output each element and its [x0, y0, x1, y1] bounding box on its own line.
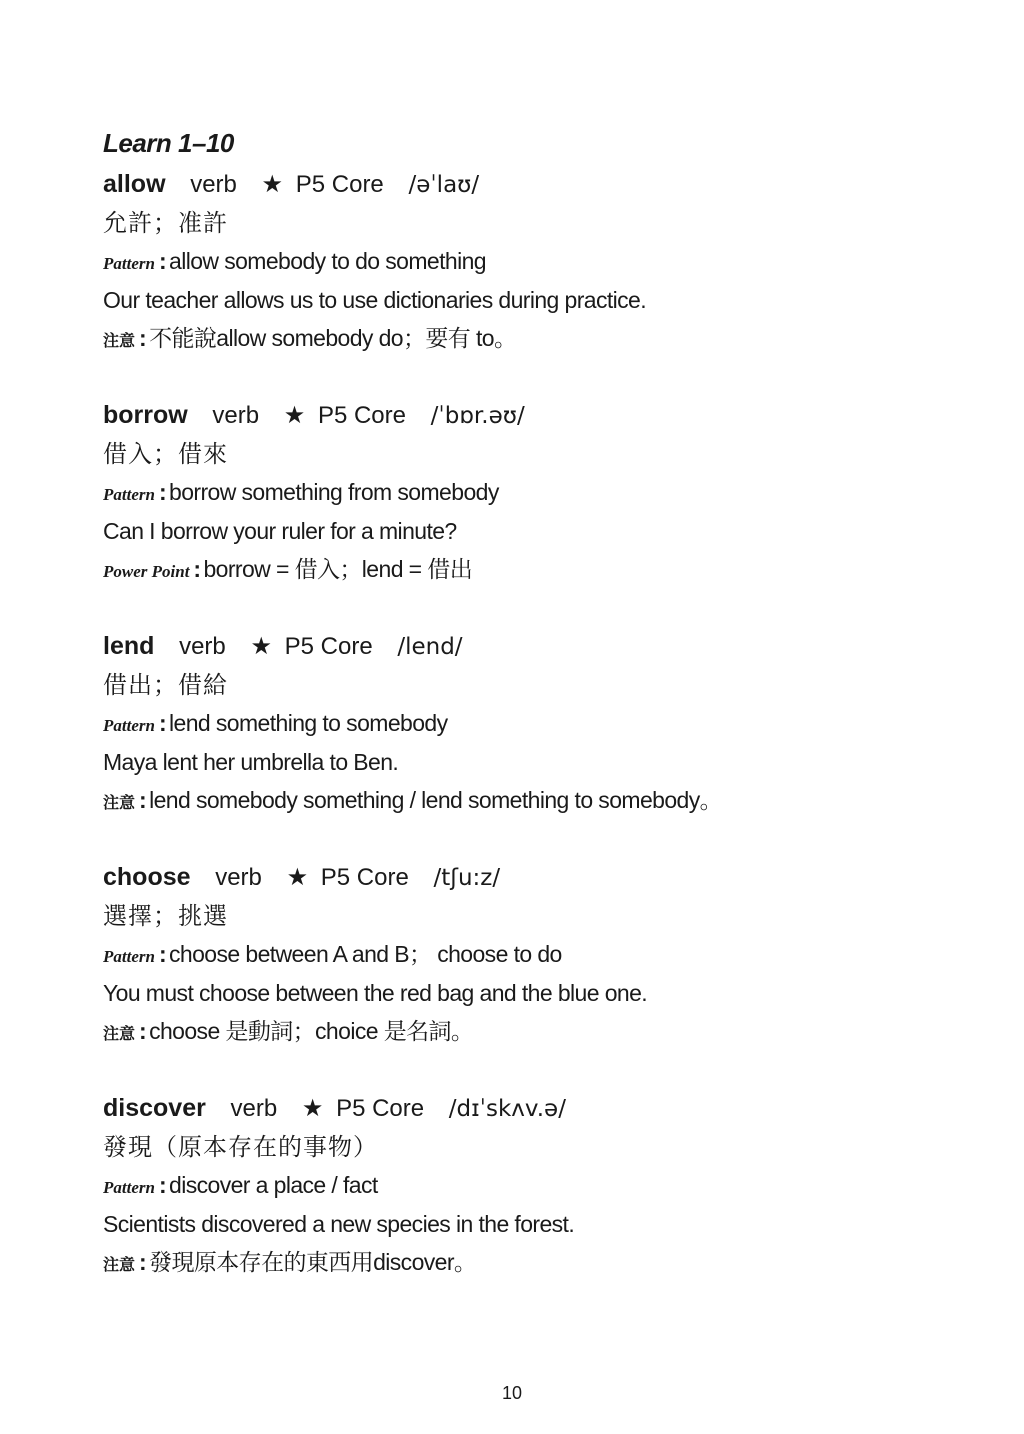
note-text: choose 是動詞；choice 是名詞。	[149, 1018, 474, 1044]
pronunciation: /əˈlaʊ/	[408, 172, 480, 198]
headword: lend	[103, 632, 155, 660]
note-line: Power Point : borrow = 借入；lend = 借出	[103, 556, 473, 582]
star-icon: ★	[261, 171, 284, 198]
vocab-entry-lend	[103, 627, 983, 820]
part-of-speech: verb	[212, 402, 260, 429]
part-of-speech: verb	[190, 171, 237, 198]
part-of-speech: verb	[230, 1095, 278, 1122]
note-label: Power Point	[103, 562, 190, 581]
headword: discover	[103, 1094, 206, 1122]
note-line: 注意 : choose 是動詞；choice 是名詞。	[103, 1018, 474, 1044]
pattern-label: Pattern	[103, 947, 155, 966]
meaning: 借入；借來	[103, 439, 228, 468]
note-label: 注意	[103, 793, 136, 812]
example-sentence: Scientists discovered a new species in the forest.	[103, 1210, 575, 1237]
pattern-label: Pattern	[103, 254, 155, 273]
example-sentence: You must choose between the red bag and the blue one.	[103, 979, 648, 1006]
pronunciation: /lend/	[397, 634, 463, 660]
star-icon: ★	[283, 402, 306, 429]
pronunciation: /ˈbɒr.əʊ/	[430, 403, 525, 429]
pattern-text: choose between A and B； choose to do	[169, 941, 562, 967]
entry-headline	[103, 1089, 983, 1128]
note-label: 注意	[103, 331, 136, 350]
part-of-speech: verb	[179, 633, 226, 660]
entry-headline	[103, 627, 983, 666]
level-label: P5 Core	[317, 402, 406, 429]
meaning: 借出；借給	[103, 670, 228, 699]
example-sentence: Maya lent her umbrella to Ben.	[103, 748, 399, 775]
note-text: 發現原本存在的東西用discover。	[149, 1249, 477, 1275]
pattern-text: lend something to somebody	[169, 710, 448, 736]
pattern-text: allow somebody to do something	[169, 248, 486, 274]
pattern-line: Pattern : discover a place / fact	[103, 1172, 378, 1198]
page-number: 10	[501, 1383, 523, 1403]
headword: borrow	[103, 401, 188, 429]
vocab-entry-allow	[103, 165, 983, 358]
vocab-entry-discover	[103, 1089, 983, 1282]
pattern-text: borrow something from somebody	[169, 479, 499, 505]
level-label: P5 Core	[320, 864, 409, 891]
part-of-speech: verb	[215, 864, 262, 891]
pattern-label: Pattern	[103, 485, 155, 504]
note-label: 注意	[103, 1024, 136, 1043]
note-label: 注意	[103, 1255, 136, 1274]
note-line: 注意 : 發現原本存在的東西用discover。	[103, 1249, 477, 1275]
note-text: lend somebody something / lend something to somebody。	[149, 787, 723, 813]
entry-headline	[103, 858, 983, 897]
pattern-line: Pattern : lend something to somebody	[103, 710, 448, 736]
note-line: 注意 : 不能說allow somebody do；要有 to。	[103, 325, 517, 351]
pronunciation: /tʃu:z/	[433, 865, 501, 891]
star-icon: ★	[250, 633, 272, 660]
pattern-line: Pattern : allow somebody to do something	[103, 248, 486, 274]
note-line: 注意 : lend somebody something / lend something to somebody。	[103, 787, 723, 813]
headword: allow	[103, 170, 166, 198]
pattern-line: Pattern : borrow something from somebody	[103, 479, 499, 505]
entry-headline	[103, 165, 983, 204]
meaning: 允許；准許	[103, 208, 228, 237]
vocab-entry-borrow	[103, 396, 983, 589]
pronunciation: /dɪˈskʌv.ə/	[448, 1096, 566, 1122]
note-text: 不能說allow somebody do；要有 to。	[149, 325, 517, 351]
vocab-entry-choose	[103, 858, 983, 1051]
level-label: P5 Core	[284, 633, 373, 660]
example-sentence: Can I borrow your ruler for a minute?	[103, 517, 457, 544]
star-icon: ★	[286, 864, 309, 891]
level-label: P5 Core	[295, 171, 384, 198]
note-text: borrow = 借入；lend = 借出	[203, 556, 473, 582]
section-title: Learn 1–10	[103, 128, 234, 158]
headword: choose	[103, 863, 191, 891]
pattern-label: Pattern	[103, 716, 155, 735]
level-label: P5 Core	[336, 1095, 425, 1122]
entry-headline	[103, 396, 983, 435]
meaning: 發現（原本存在的事物）	[103, 1132, 378, 1161]
star-icon: ★	[301, 1095, 324, 1122]
meaning: 選擇；挑選	[103, 901, 228, 930]
pattern-text: discover a place / fact	[169, 1172, 378, 1198]
pattern-line: Pattern : choose between A and B； choose to do	[103, 941, 562, 967]
pattern-label: Pattern	[103, 1178, 155, 1197]
example-sentence: Our teacher allows us to use dictionaries during practice.	[103, 286, 647, 313]
